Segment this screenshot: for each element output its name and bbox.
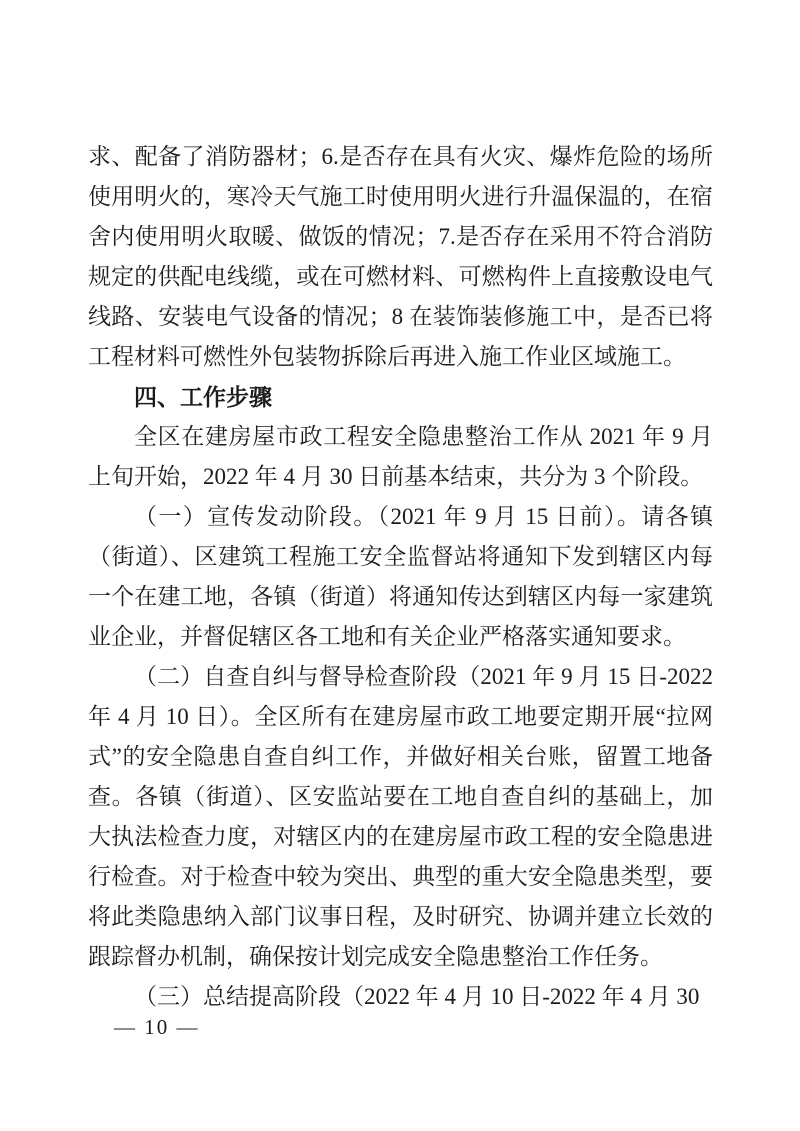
paragraph-fire-safety-items-continuation: 求、配备了消防器材；6.是否存在具有火灾、爆炸危险的场所使用明火的，寒冷天气施工时使用明火进行升温保温的，在宿舍内使用明火取暖、做饭的情况；7.是否存在采用不符合消防规定的供配电线缆，或在可燃材料、可燃构件上直接敷设电气线路、安装电气设备的情况；8 在装饰装修施工中，是否已将工程材料可燃性外包装物拆除后再进入施工作业区域施工。 — [88, 144, 713, 369]
document-text-block — [88, 137, 713, 1017]
paragraph-schedule-overview: 全区在建房屋市政工程安全隐患整治工作从 2021 年 9 月上旬开始，2022 年 4 月 30 日前基本结束，共分为 3 个阶段。 — [88, 424, 713, 489]
section-heading-work-steps: 四、工作步骤 — [134, 384, 272, 410]
paragraph-stage-3-summary-truncated: （三）总结提高阶段（2022 年 4 月 10 日-2022 年 4 月 30 — [134, 984, 700, 1009]
paragraph-stage-1-mobilization: （一）宣传发动阶段。（2021 年 9 月 15 日前）。请各镇（街道）、区建筑工程施工安全监督站将通知下发到辖区内每一个在建工地，各镇（街道）将通知传达到辖区内每一家建筑业企业，并督促辖区各工地和有关企业严格落实通知要求。 — [88, 504, 713, 649]
paragraph-stage-2-self-inspection: （二）自查自纠与督导检查阶段（2021 年 9 月 15 日-2022 年 4 月 10 日）。全区所有在建房屋市政工地要定期开展“拉网式”的安全隐患自查自纠工作，并做好相关台账，留置工地备查。各镇（街道）、区安监站要在工地自查自纠的基础上，加大执法检查力度，对辖区内的在建房屋市政工程的安全隐患进行检查。对于检查中较为突出、典型的重大安全隐患类型，要将此类隐患纳入部门议事日程，及时研究、协调并建立长效的跟踪督办机制，确保按计划完成安全隐患整治工作任务。 — [88, 664, 713, 969]
page-number: — 10 — — [114, 1015, 200, 1039]
